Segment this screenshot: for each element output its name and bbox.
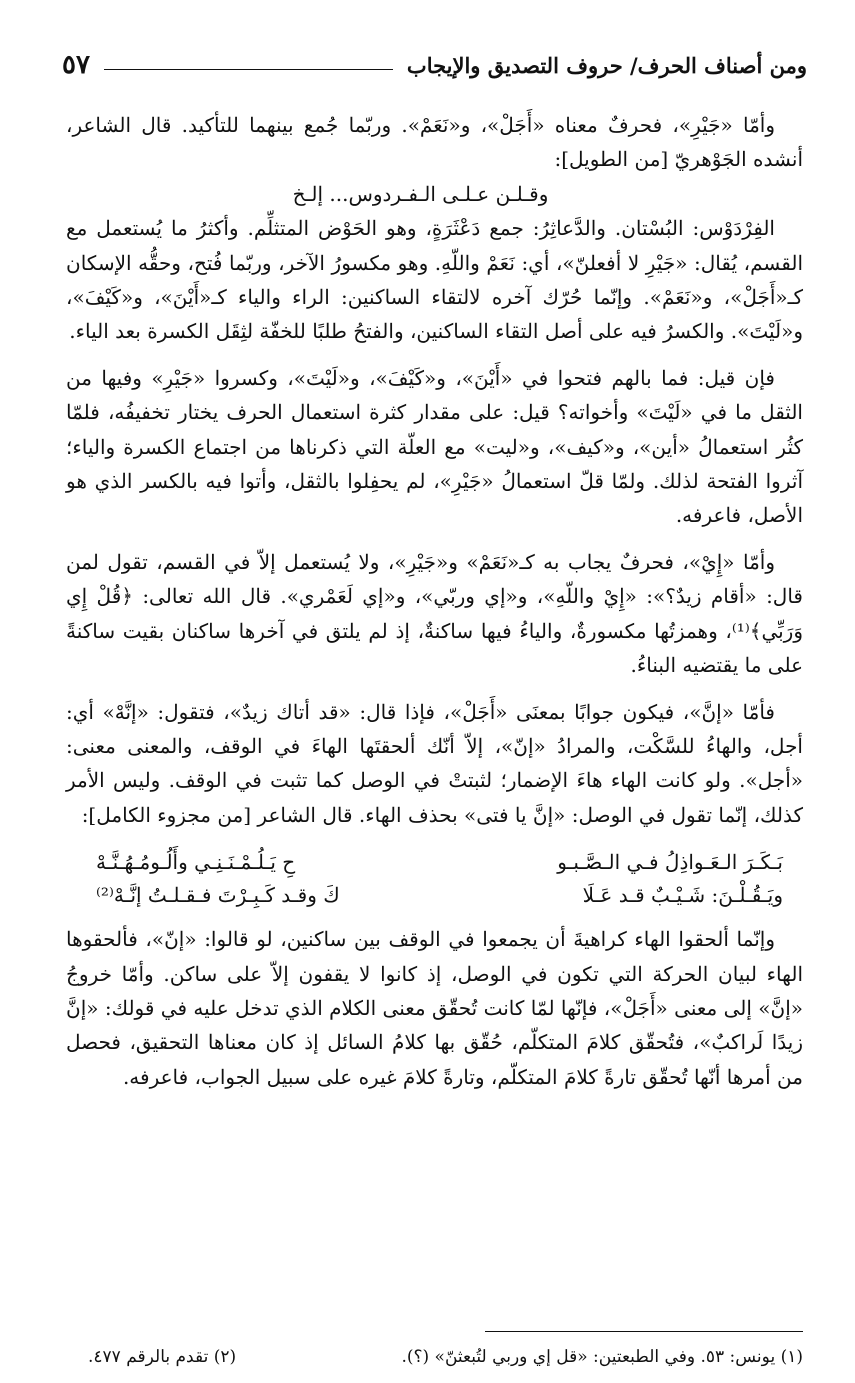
poem: [66, 846, 803, 912]
paragraph: فأمّا «إنَّ»، فيكون جوابًا بمعنَى «أَجَلْ»، فإذا قال: «قد أتاك زيدٌ»، فتقول: «إنَّهْ» أي: أجل، والهاءُ للسَّكْت، والمرادُ «إنّ»، إلاّ أنّك ألحقتَها الهاءَ في الوقف، والمعنى معنى: «أجل». ولو كانت الهاء هاءَ الإضمار؛ لثبتتْ في الوصل كما تثبت في الوقف. وليس الأمر كذلك، إنّما تقول في الوصل: «إنَّ يا فتى» بحذف الهاء. قال الشاعر [من مجزوء الكامل]:: [66, 699, 803, 827]
poem-first-hemistich: ويَـقُـلْـنَ: شَـيْـبٌ قـد عَـلَا: [582, 883, 783, 908]
footnote-1: (١) يونس: ٥٣. وفي الطبعتين: «قل إي وربي لتُبعثنّ» (؟).: [401, 1347, 803, 1367]
poem-second-hemistich: كَ وقـد كَـبِـرْتَ فـقـلـتُ إنَّـهْ⁽²⁾: [96, 883, 340, 908]
paragraph: الفِرْدَوْس: البُسْتان. والدَّعاثِرُ: جمع دَعْثَرَةٍ، وهو الحَوْض المتثلِّم. وأكثرُ ما يُستعمل مع القسم، يُقال: «جَيْرِ لا أفعلنّ»، أي: نَعَمْ واللّهِ. وهو مكسورُ الآخر، وربّما فُتح، وحقُّه الإسكان كـ«أَجَلْ»، و«نَعَمْ». وإنّما حُرّك آخره لالتقاء الساكنين: الراء والياء كـ«أَيْنَ»، و«كَيْفَ»، و«لَيْتَ». والكسرُ فيه على أصل التقاء الساكنين، والفتحُ طلبًا للخفّة لثِقَل الكسرة بعد الياء.: [66, 216, 803, 344]
footnote-rule: [485, 1331, 803, 1332]
page-header: [62, 45, 807, 85]
paragraph: وأمّا «جَيْرِ»، فحرفٌ معناه «أَجَلْ»، و«نَعَمْ». وربّما جُمع بينهما للتأكيد. قال الشاعر، أنشده الجَوْهريّ [من الطويل]:: [66, 113, 803, 172]
footnotes: [88, 1344, 803, 1370]
poem-first-hemistich: بَـكَـرَ الـعَـواذِلُ فـي الـصَّـبـو: [557, 850, 783, 875]
page-number: ٥٧: [62, 50, 90, 80]
verse-citation: وقـلـن عـلـى الـفـردوس... إلـخ: [292, 181, 549, 206]
header-rule: [104, 69, 393, 70]
running-head: ومن أصناف الحرف/ حروف التصديق والإيجاب: [406, 52, 807, 78]
poem-verse: [66, 879, 803, 912]
poem-verse: [66, 846, 803, 879]
paragraph: فإن قيل: فما بالهم فتحوا في «أَيْنَ»، و«كَيْفَ»، و«لَيْتَ»، وكسروا «جَيْرِ» وفيها من الثقل ما في «لَيْتَ» وأخواته؟ قيل: على مقدار كثرة استعمال الحرف يختار تخفيفُه، فلمّا كثُر استعمالُ «أين»، و«كيف»، و«ليت» مع العلّة التي ذكرناها من اجتماع الكسرة والياء؛ آثروا الفتحة لذلك. ولمّا قلّ استعمالُ «جَيْرِ»، لم يحفِلوا بالثقل، وأتوا فيه بالكسر الذي هو الأصل، فاعرفه.: [66, 365, 803, 528]
main-text: [66, 108, 803, 1094]
poem-second-hemistich: حِ يَـلُـمْـنَـنِـي وأَلُـومُـهُـنَّـهْ: [96, 850, 296, 875]
footnote-2: (٢) تقدم بالرقم ٤٧٧.: [88, 1347, 237, 1367]
paragraph: وأمّا «إِيْ»، فحرفٌ يجاب به كـ«نَعَمْ» و«جَيْرِ»، ولا يُستعمل إلاّ في القسم، تقول لمن قال: «أقام زيدٌ؟»: «إِيْ واللّهِ»، و«إي وربّي»، و«إي لَعَمْري». قال الله تعالى: ﴿قُلْ إِي وَرَبِّي﴾⁽¹⁾، وهمزتُها مكسورةٌ، والياءُ فيها ساكنةٌ، إذ لم يلتق في آخرها ساكنان بقيت ساكنةً على ما يقتضيه البناءُ.: [66, 549, 803, 678]
paragraph: وإنّما ألحقوا الهاء كراهيةَ أن يجمعوا في الوقف بين ساكنين، لو قالوا: «إنّ»، فألحقوها الهاء لبيان الحركة التي تكون في الوصل، إذ كانوا لا يقفون إلاّ على ساكن. وأمّا خروجُ «إنَّ» إلى معنى «أَجَلْ»، فإنّها لمّا كانت تُحقّق معنى الكلام الذي تدخل عليه في قولك: «إنَّ زيدًا لَراكبٌ»، فتُحقّق كلامَ المتكلّم، حُقّق بها كلامُ السائل إذ كان معناها التحقيق، فحصل من أمرها أنّها تُحقّق تارةً كلامَ المتكلّم، وتارةً كلامَ غيره على سبيل الجواب، فاعرفه.: [66, 927, 803, 1089]
